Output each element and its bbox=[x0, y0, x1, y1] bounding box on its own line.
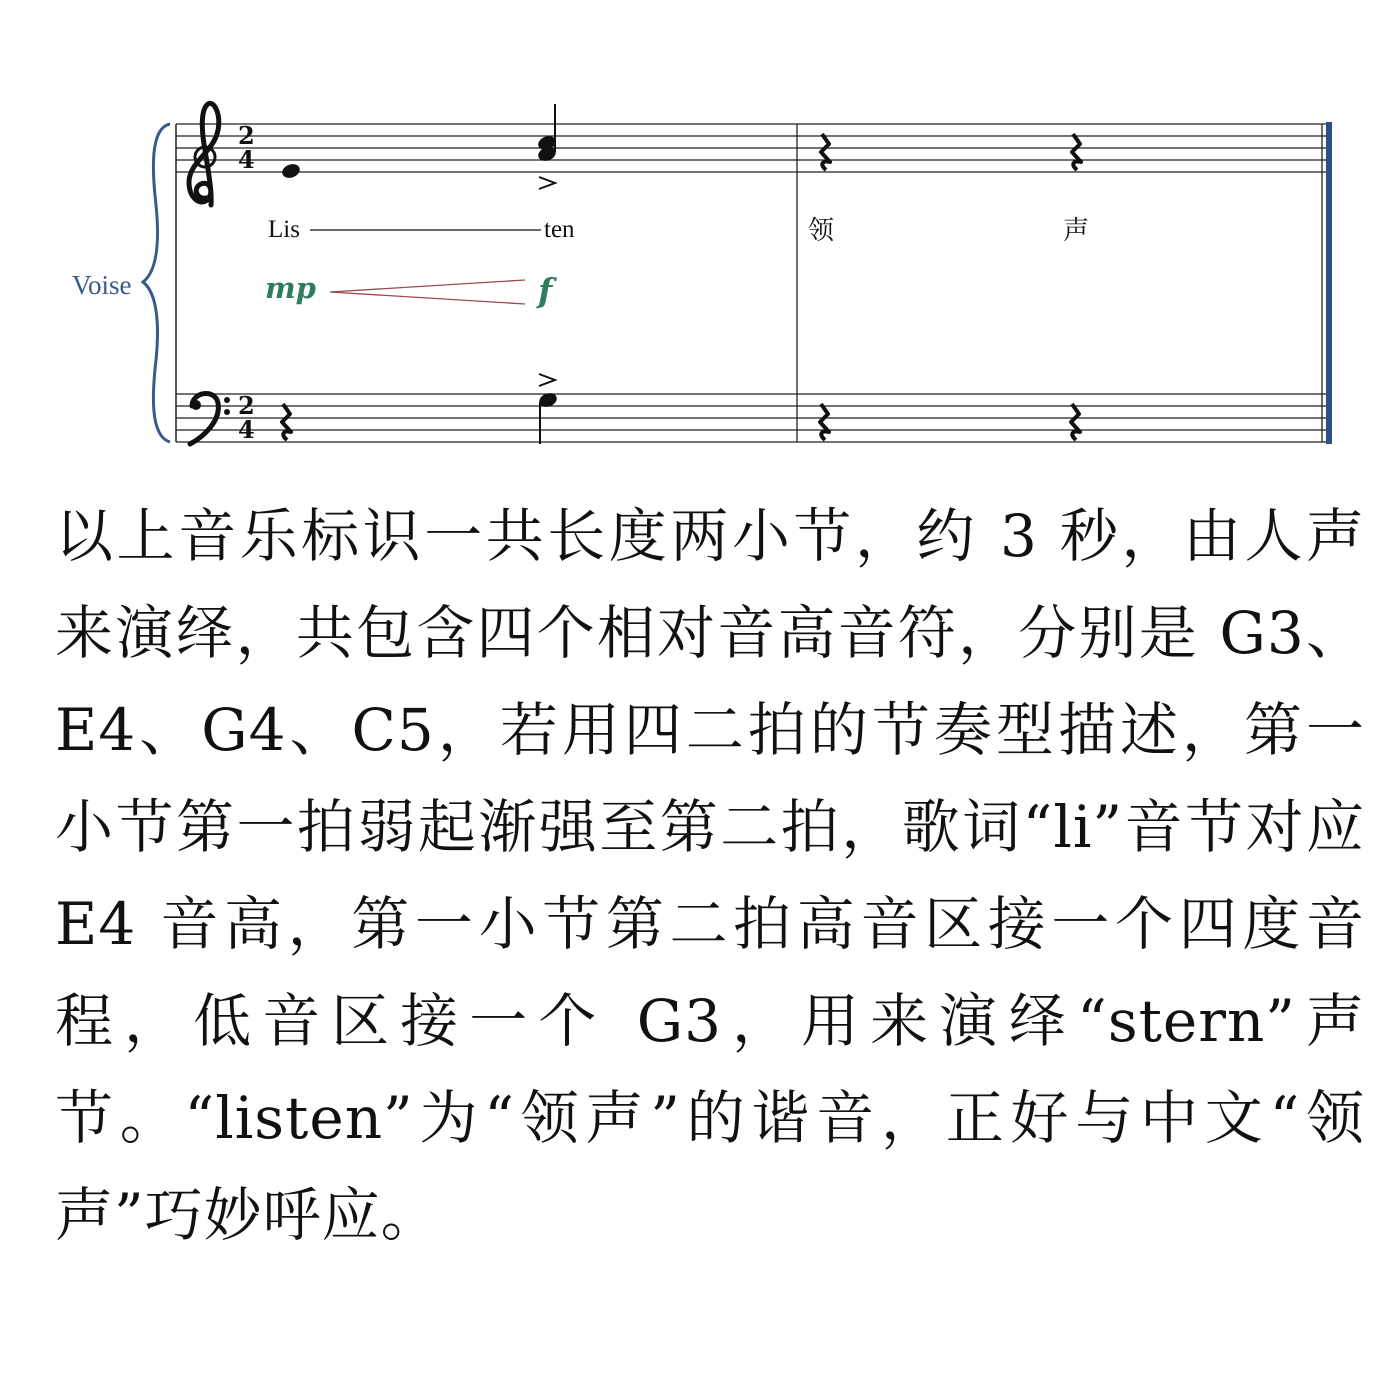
dynamic-mp: mp bbox=[265, 271, 316, 305]
instrument-label: Voise bbox=[72, 270, 132, 300]
brace bbox=[143, 124, 170, 442]
treble-time-top: 2 bbox=[238, 121, 255, 150]
treble-staff-lines bbox=[176, 124, 1330, 172]
note-e4 bbox=[280, 162, 301, 180]
quarter-rest-bass-2 bbox=[820, 404, 829, 440]
lyric-syllable-ling: 领 bbox=[808, 216, 835, 246]
quarter-rest-bass-1 bbox=[282, 404, 291, 440]
lyric-syllable-sheng: 声 bbox=[1063, 216, 1090, 246]
bass-time-bottom: 4 bbox=[238, 415, 255, 444]
quarter-rest-treble-1 bbox=[821, 134, 830, 170]
description-paragraph: 以上音乐标识一共长度两小节，约 3 秒，由人声来演绎，共包含四个相对音高音符，分别是 G3、E4、G4、C5，若用四二拍的节奏型描述，第一小节第一拍弱起渐强至第二拍，歌词“li”音节对应 E4 音高，第一小节第二拍高音区接一个四度音程，低音区接一个 G3，用来演绎“stern”声节。“listen”为“领声”的谐音，正好与中文“领声”巧妙呼应。 bbox=[55, 502, 1365, 1249]
lyric-syllable-lis: Lis bbox=[268, 216, 300, 243]
crescendo-hairpin bbox=[330, 280, 525, 304]
chord-g4-c5 bbox=[536, 104, 557, 163]
bass-time-top: 2 bbox=[238, 391, 255, 420]
quarter-rest-bass-3 bbox=[1071, 404, 1080, 440]
accent-mark-treble bbox=[539, 177, 555, 189]
treble-time-bottom: 4 bbox=[238, 145, 255, 174]
final-thick-barline bbox=[1326, 122, 1332, 444]
accent-mark-bass bbox=[539, 374, 555, 386]
lyric-syllable-ten: ten bbox=[544, 216, 575, 243]
quarter-rest-treble-2 bbox=[1072, 134, 1081, 170]
dynamic-f: f bbox=[538, 271, 553, 310]
bass-staff-lines bbox=[176, 394, 1330, 442]
music-score bbox=[0, 0, 1400, 470]
bass-clef bbox=[190, 393, 230, 444]
